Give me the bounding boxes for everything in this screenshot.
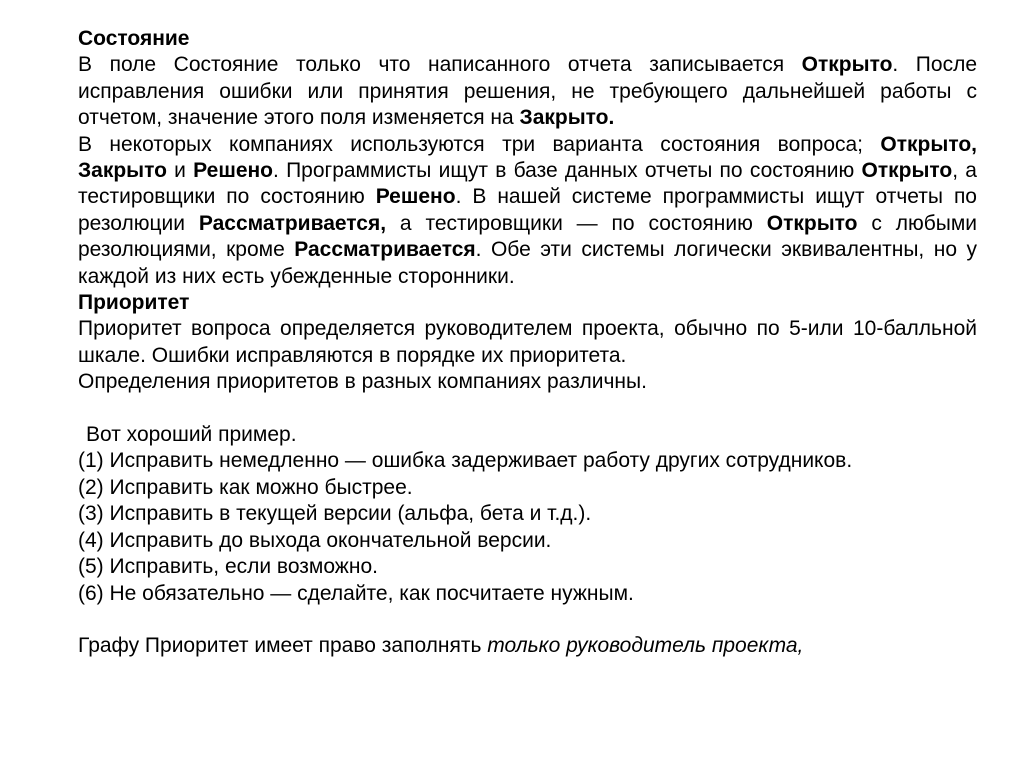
list-item: (1) Исправить немедленно — ошибка задерживает работу других сотрудников. [78,449,853,473]
status-paragraph-2 [78,132,977,290]
text-run: и [166,159,194,183]
status-paragraph-1 [78,52,977,131]
list-item: (4) Исправить до выхода окончательной версии. [78,528,552,552]
text-run: , [971,132,977,156]
list-item: (2) Исправить как можно быстрее. [78,475,413,499]
bold-term: Решено [193,159,274,183]
bold-term: Открыто [861,159,953,183]
text-run: Графу Приоритет имеет право заполнять [78,634,488,658]
text-run: . В нашей системе программисты ищут отчеты по резолюции [78,185,977,235]
bold-term: Открыто [880,132,972,156]
bold-term: Открыто [801,53,893,77]
status-heading: Состояние [78,27,190,50]
priority-paragraph-2: Определения приоритетов в разных компаниях различны. [78,370,647,394]
list-item: (3) Исправить в текущей версии (альфа, бета и т.д.). [78,502,592,526]
text-run: . После исправления ошибки или принятия решения, не требующего дальнейшей работы с отчетом, значение этого поля изменяется на [78,53,978,130]
document-page [78,26,977,660]
text-run: . [608,106,615,130]
blank-line [78,396,977,422]
text-run: В поле Состояние только что написанного отчета записывается [78,53,802,77]
bold-term: Открыто [766,211,858,235]
bold-term: Решено [375,185,456,209]
blank-line [78,607,977,633]
text-run: а тестировщики — по состоянию [386,211,767,235]
bold-term: Закрыто [519,106,609,130]
bold-term: Рассматривается [294,238,476,262]
bold-term: Рассматривается, [198,211,387,235]
text-run: . Обе эти системы логически эквивалентны, но у каждой из них есть убежденные сторонники. [78,238,977,288]
priority-paragraph-1: Приоритет вопроса определяется руководителем проекта, обычно по 5-или 10-балльной шкале. Ошибки исправляются в порядке их приоритета. [78,317,977,367]
bold-term: Закрыто [78,159,167,183]
text-run: . Программисты ищут в базе данных отчеты по состоянию [273,159,862,183]
italic-text: только руководитель проекта, [487,634,804,658]
list-item: (5) Исправить, если возможно. [78,555,378,579]
priority-heading: Приоритет [78,291,190,315]
list-item: (6) Не обязательно — сделайте, как посчитаете нужным. [78,581,634,605]
text-run: с любыми резолюциями, кроме [78,211,977,262]
text-run: В некоторых компаниях используются три варианта состояния вопроса; [78,132,881,156]
final-paragraph [78,633,977,659]
example-title: Вот хороший пример. [86,423,297,447]
text-run: , а тестировщики по состоянию [78,159,977,209]
